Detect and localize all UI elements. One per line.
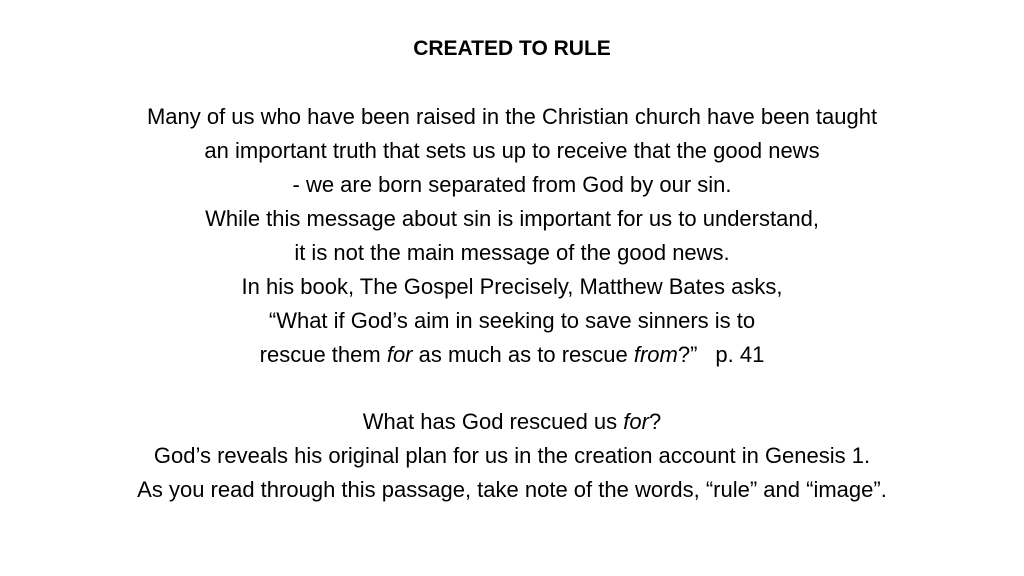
italic-from: from (633, 342, 678, 367)
paragraph-question (0, 405, 1024, 507)
question-line (0, 405, 1024, 439)
question-text: What has God rescued us (362, 409, 624, 434)
italic-for: for (623, 409, 649, 434)
page-reference: p. 41 (715, 342, 765, 367)
slide-title: CREATED TO RULE (413, 37, 611, 60)
quote-text: rescue them (259, 342, 387, 367)
text-line: In his book, The Gospel Precisely, Matthew Bates asks, (241, 274, 783, 299)
quote-text: as much as to rescue (412, 342, 634, 367)
text-line: it is not the main message of the good news. (294, 240, 730, 265)
paragraph-intro (0, 100, 1024, 372)
text-line: God’s reveals his original plan for us in the creation account in Genesis 1. (153, 443, 871, 468)
text-line: As you read through this passage, take note of the words, “rule” and “image”. (137, 477, 887, 502)
text-line: an important truth that sets us up to receive that the good news (204, 138, 820, 163)
text-line: Many of us who have been raised in the Christian church have been taught (146, 104, 878, 129)
quote-line: “What if God’s aim in seeking to save sinners is to (268, 308, 756, 333)
quote-close: ?” (677, 342, 698, 367)
italic-for: for (386, 342, 413, 367)
text-line: - we are born separated from God by our sin. (292, 172, 732, 197)
text-line: While this message about sin is important for us to understand, (205, 206, 819, 231)
question-mark: ? (648, 409, 662, 434)
quote-line-end (0, 338, 1024, 372)
